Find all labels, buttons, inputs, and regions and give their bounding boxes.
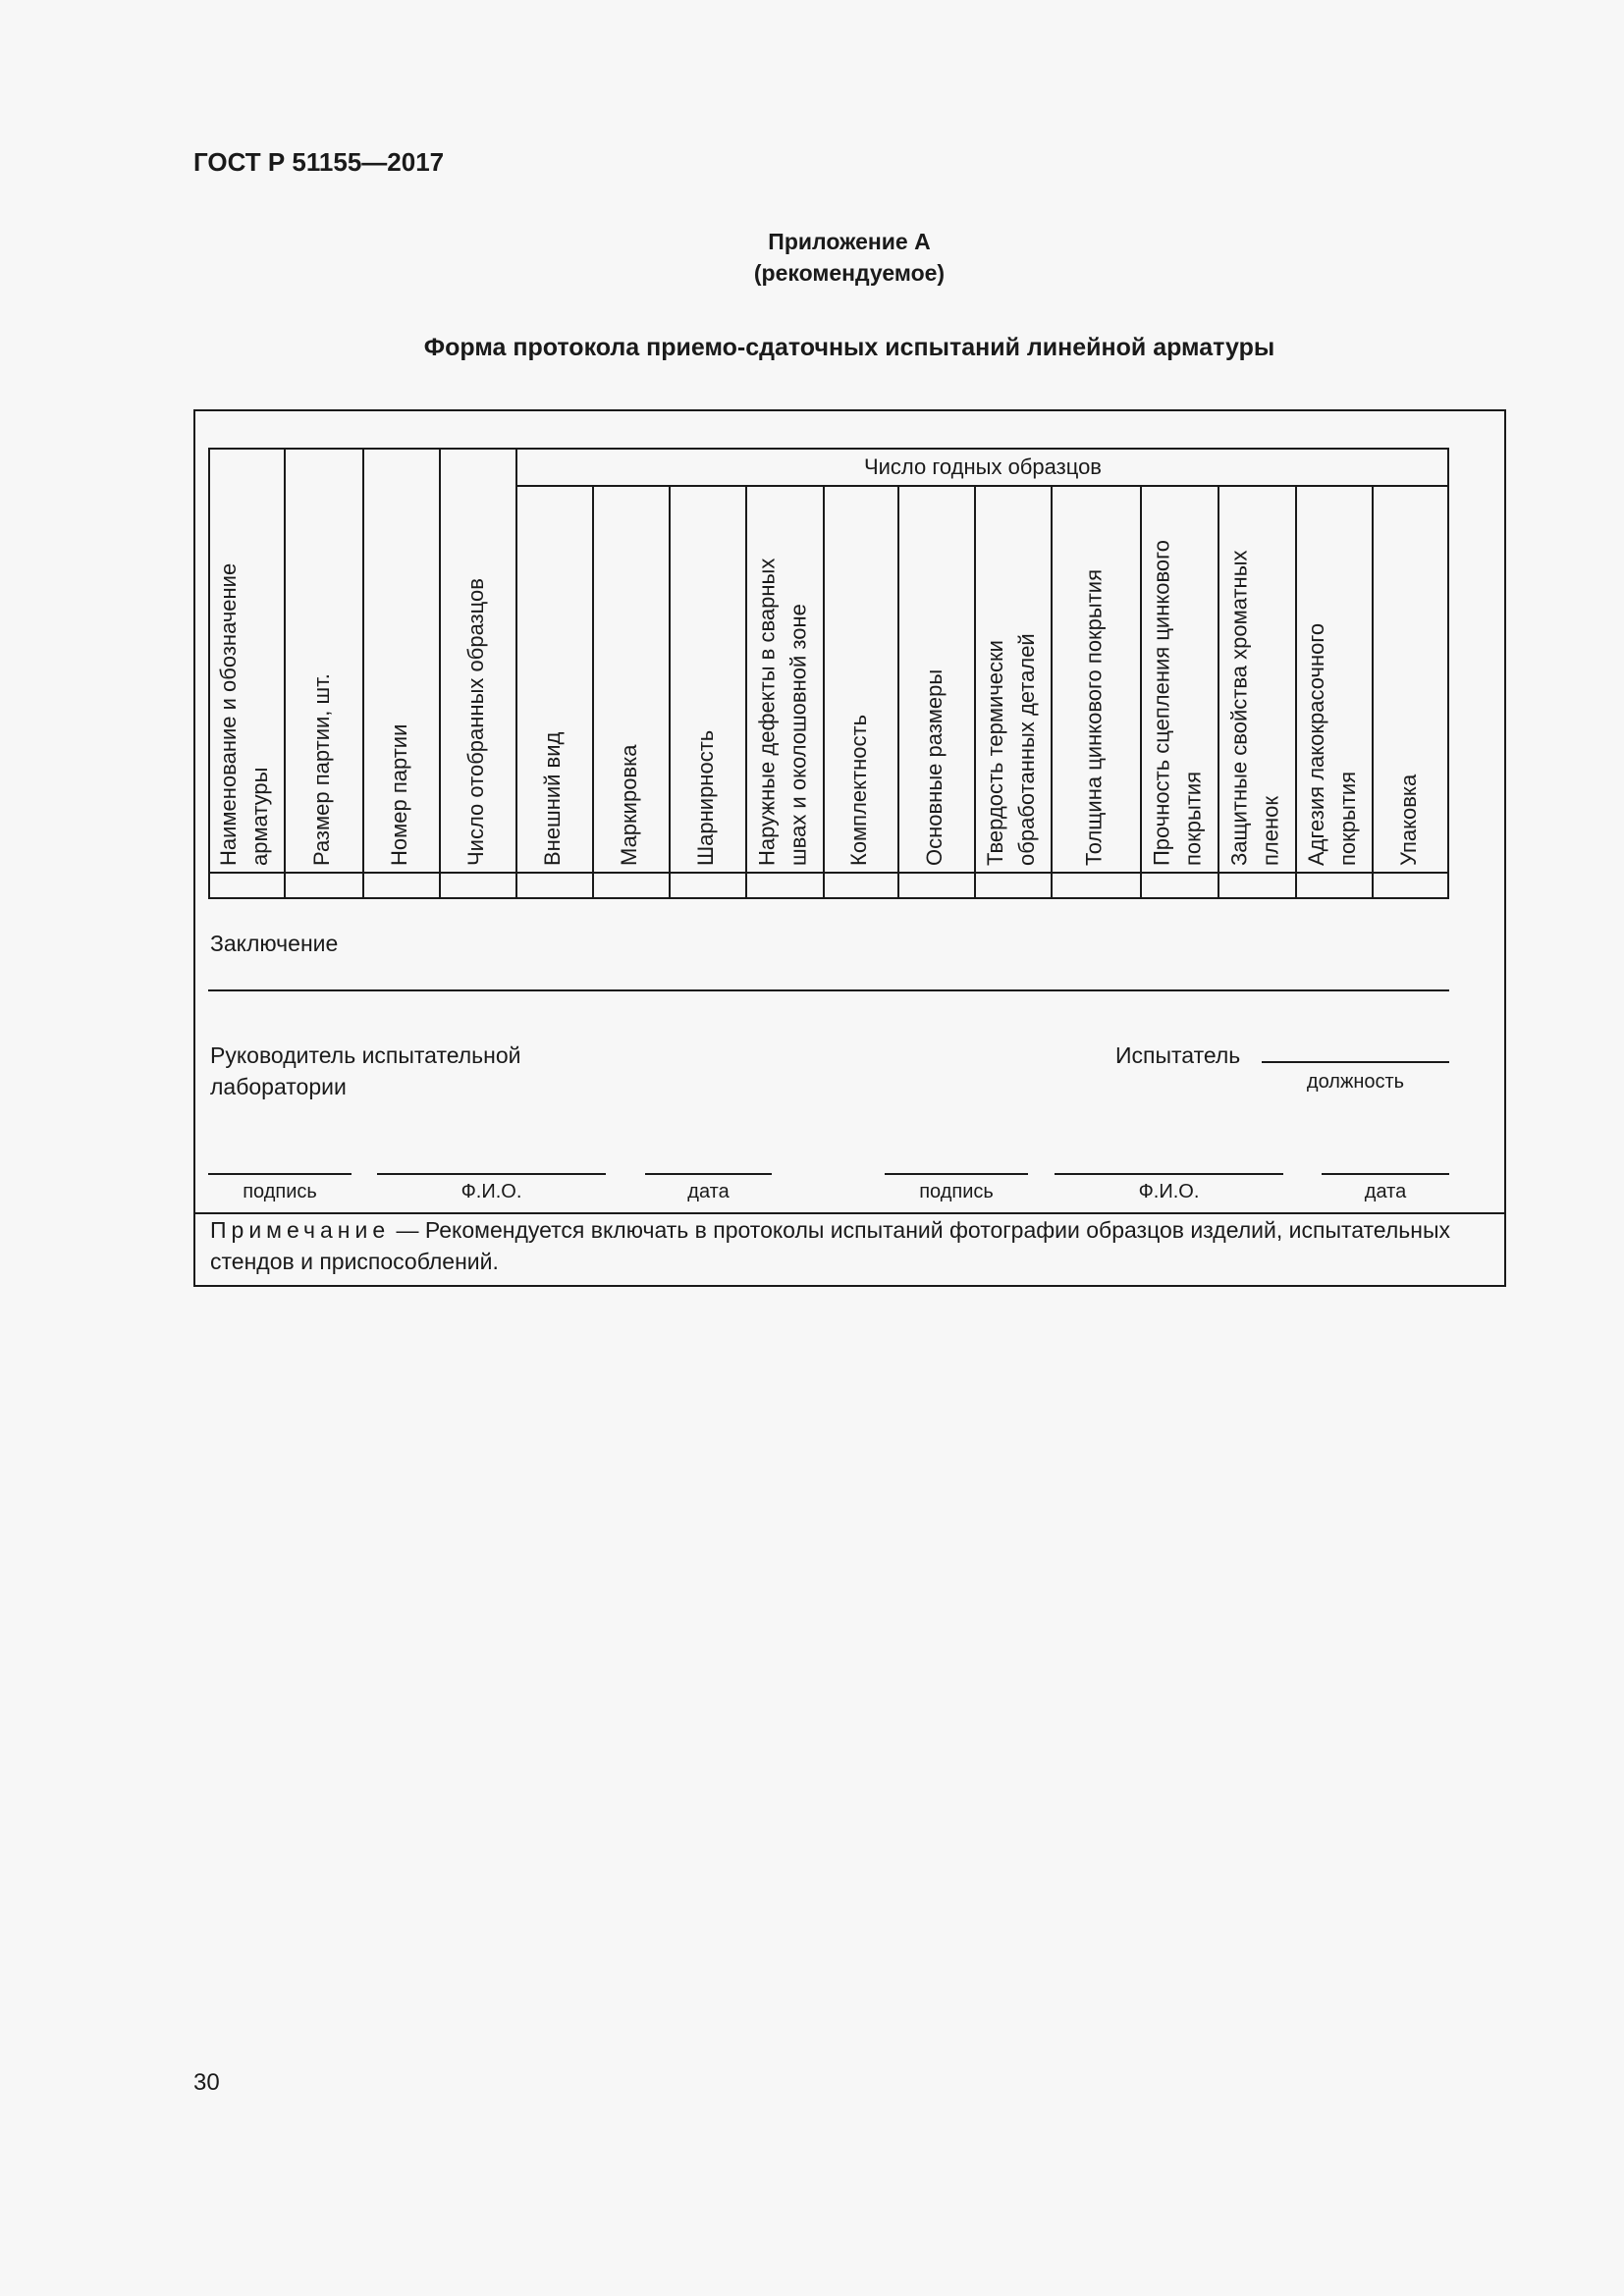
column-header-cell bbox=[824, 485, 898, 872]
form-title: Форма протокола приемо-сдаточных испытаний линейной арматуры bbox=[423, 334, 1275, 361]
left-date-caption: дата bbox=[687, 1181, 730, 1202]
column-header-cell bbox=[1141, 485, 1218, 872]
page-number: 30 bbox=[193, 2069, 220, 2096]
appendix-subtitle: (рекомендуемое) bbox=[753, 260, 946, 286]
column-header-cell bbox=[898, 485, 975, 872]
column-header-cell bbox=[363, 448, 440, 872]
column-header-label: Внешний вид bbox=[540, 731, 565, 866]
column-header-cell bbox=[746, 485, 824, 872]
column-header-cell bbox=[1218, 485, 1296, 872]
appendix-title: Приложение А bbox=[768, 229, 931, 254]
column-header-cell bbox=[1373, 485, 1449, 872]
column-header-label: Маркировка bbox=[617, 744, 641, 866]
position-caption: должность bbox=[1306, 1071, 1405, 1093]
column-header-cell bbox=[285, 448, 363, 872]
group-header-good-samples: Число годных образцов bbox=[863, 454, 1102, 479]
column-header-cell bbox=[208, 448, 285, 872]
column-header-label: Прочность сцепления цинкового покрытия bbox=[1149, 540, 1206, 866]
column-header-label: Наименование и обозначение арматуры bbox=[216, 562, 272, 866]
tester-label: Испытатель bbox=[1115, 1042, 1241, 1068]
column-header-label: Наружные дефекты в сварных швах и околошовной зоне bbox=[754, 558, 811, 866]
conclusion-label: Заключение bbox=[210, 931, 339, 956]
column-header-label: Номер партии bbox=[387, 723, 411, 866]
conclusion-line bbox=[208, 989, 1449, 991]
column-header-label: Основные размеры bbox=[922, 668, 947, 866]
column-header-cell bbox=[670, 485, 746, 872]
column-header-cell bbox=[593, 485, 670, 872]
column-header-cell bbox=[1296, 485, 1373, 872]
column-header-label: Адгезия лакокрасочного покрытия bbox=[1304, 622, 1360, 866]
column-header-label: Шарнирность bbox=[693, 729, 718, 866]
right-name-caption: Ф.И.О. bbox=[1138, 1181, 1200, 1202]
column-header-label: Защитные свойства хроматных пленок bbox=[1226, 550, 1283, 866]
right-date-line bbox=[1322, 1173, 1449, 1175]
right-name-line bbox=[1055, 1173, 1283, 1175]
note bbox=[210, 1214, 1487, 1277]
tester-position-line bbox=[1262, 1061, 1449, 1063]
right-date-caption: дата bbox=[1364, 1181, 1407, 1202]
column-header-label: Упаковка bbox=[1396, 774, 1421, 866]
left-date-line bbox=[645, 1173, 772, 1175]
lab-head-label: Руководитель испытательной лаборатории bbox=[210, 1042, 521, 1099]
left-name-caption: Ф.И.О. bbox=[460, 1181, 522, 1202]
right-sign-line bbox=[885, 1173, 1028, 1175]
document-id: ГОСТ Р 51155—2017 bbox=[193, 147, 445, 177]
column-header-label: Число отобранных образцов bbox=[463, 578, 488, 866]
left-sign-line bbox=[208, 1173, 352, 1175]
column-header-cell bbox=[975, 485, 1052, 872]
column-header-label: Твердость термически обработанных деталей bbox=[983, 633, 1039, 866]
column-header-label: Комплектность bbox=[846, 714, 871, 866]
left-sign-caption: подпись bbox=[243, 1181, 317, 1202]
appendix-heading bbox=[0, 226, 1624, 289]
right-sign-caption: подпись bbox=[919, 1181, 994, 1202]
column-header-cell bbox=[1052, 485, 1141, 872]
column-header-cell bbox=[440, 448, 516, 872]
left-name-line bbox=[377, 1173, 606, 1175]
column-header-label: Размер партии, шт. bbox=[309, 673, 334, 866]
header-bottom-line bbox=[208, 872, 1449, 874]
column-header-label: Толщина цинкового покрытия bbox=[1081, 568, 1107, 866]
note-label: Примечание bbox=[210, 1217, 391, 1243]
note-text: — Рекомендуется включать в протоколы испытаний фотографии образцов изделий, испытательных стендов и приспособлений. bbox=[210, 1217, 1450, 1274]
column-header-cell bbox=[516, 485, 593, 872]
